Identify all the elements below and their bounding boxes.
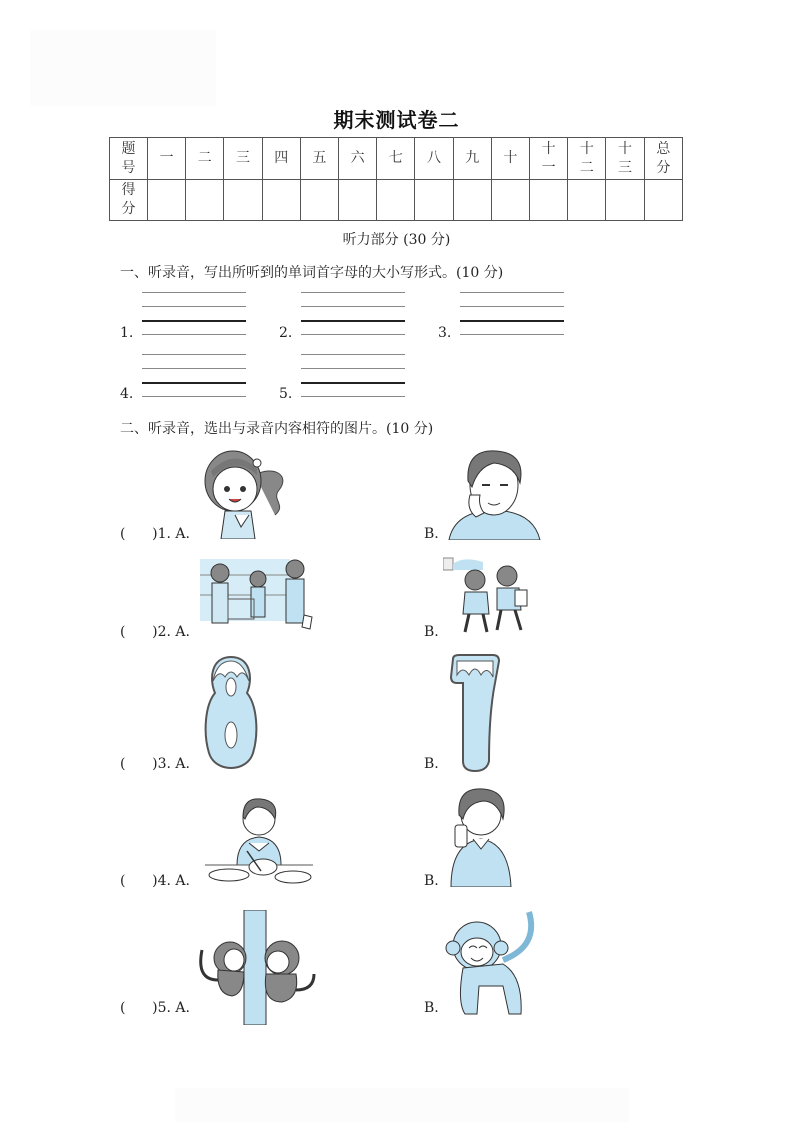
col-4: 四	[262, 138, 300, 180]
score-cell[interactable]	[530, 180, 568, 221]
two-monkeys-image[interactable]	[196, 910, 316, 1029]
family-shopping-image[interactable]	[200, 555, 318, 637]
boy-eating-image[interactable]	[203, 795, 315, 889]
four-line-writing-area[interactable]	[142, 292, 246, 336]
score-cell[interactable]	[262, 180, 300, 221]
col-3: 三	[224, 138, 262, 180]
col-total: 总分	[644, 138, 682, 180]
header-label: 题号	[110, 138, 148, 180]
item-number: 3.	[438, 325, 452, 341]
man-hand-on-cheek-image[interactable]	[444, 445, 544, 544]
part-title: 听力部分 (30 分)	[342, 232, 451, 248]
option-b-label: B.	[424, 526, 439, 542]
four-line-writing-area[interactable]	[142, 354, 246, 398]
col-10: 十	[491, 138, 529, 180]
col-11: 十一	[530, 138, 568, 180]
col-6: 六	[339, 138, 377, 180]
col-5: 五	[300, 138, 338, 180]
girl-smiling-image[interactable]	[195, 445, 291, 543]
score-cell[interactable]	[453, 180, 491, 221]
score-table-header-row	[110, 138, 683, 180]
score-cell[interactable]	[491, 180, 529, 221]
col-12: 十二	[568, 138, 606, 180]
question-label: ( )1. A.	[120, 526, 190, 542]
watermark-bottom	[175, 1088, 629, 1122]
section1-heading: 一、听录音，写出所听到的单词首字母的大小写形式。(10 分)	[120, 265, 504, 281]
item-number: 1.	[120, 325, 134, 341]
score-cell[interactable]	[568, 180, 606, 221]
smiling-monkey-image[interactable]	[443, 906, 539, 1024]
item-number: 4.	[120, 386, 134, 402]
option-b-label: B.	[424, 624, 439, 640]
score-table	[109, 137, 683, 221]
item-number: 5.	[279, 386, 293, 402]
score-cell[interactable]	[415, 180, 453, 221]
question-label: ( )2. A.	[120, 624, 190, 640]
four-line-writing-area[interactable]	[301, 292, 405, 336]
option-b-label: B.	[424, 1000, 439, 1016]
item-number: 2.	[279, 325, 293, 341]
col-8: 八	[415, 138, 453, 180]
question-label: ( )5. A.	[120, 1000, 190, 1016]
score-cell[interactable]	[224, 180, 262, 221]
page-title: 期末测试卷二	[333, 108, 460, 132]
children-walking-image[interactable]	[443, 556, 535, 642]
score-cell-total[interactable]	[644, 180, 682, 221]
score-cell[interactable]	[339, 180, 377, 221]
four-line-writing-area[interactable]	[460, 292, 564, 336]
score-cell[interactable]	[148, 180, 186, 221]
col-1: 一	[148, 138, 186, 180]
score-label: 得分	[110, 180, 148, 221]
col-9: 九	[453, 138, 491, 180]
four-line-writing-area[interactable]	[301, 354, 405, 398]
col-2: 二	[186, 138, 224, 180]
score-cell[interactable]	[606, 180, 644, 221]
section2-heading: 二、听录音，选出与录音内容相符的图片。(10 分)	[120, 421, 434, 437]
score-table-score-row	[110, 180, 683, 221]
option-b-label: B.	[424, 756, 439, 772]
number-seven-image[interactable]	[449, 653, 501, 777]
watermark-top	[30, 30, 216, 106]
score-cell[interactable]	[300, 180, 338, 221]
col-7: 七	[377, 138, 415, 180]
score-cell[interactable]	[186, 180, 224, 221]
question-label: ( )4. A.	[120, 873, 190, 889]
score-cell[interactable]	[377, 180, 415, 221]
col-13: 十三	[606, 138, 644, 180]
boy-drinking-image[interactable]	[443, 785, 513, 891]
number-eight-image[interactable]	[203, 653, 259, 777]
option-b-label: B.	[424, 873, 439, 889]
question-label: ( )3. A.	[120, 756, 190, 772]
